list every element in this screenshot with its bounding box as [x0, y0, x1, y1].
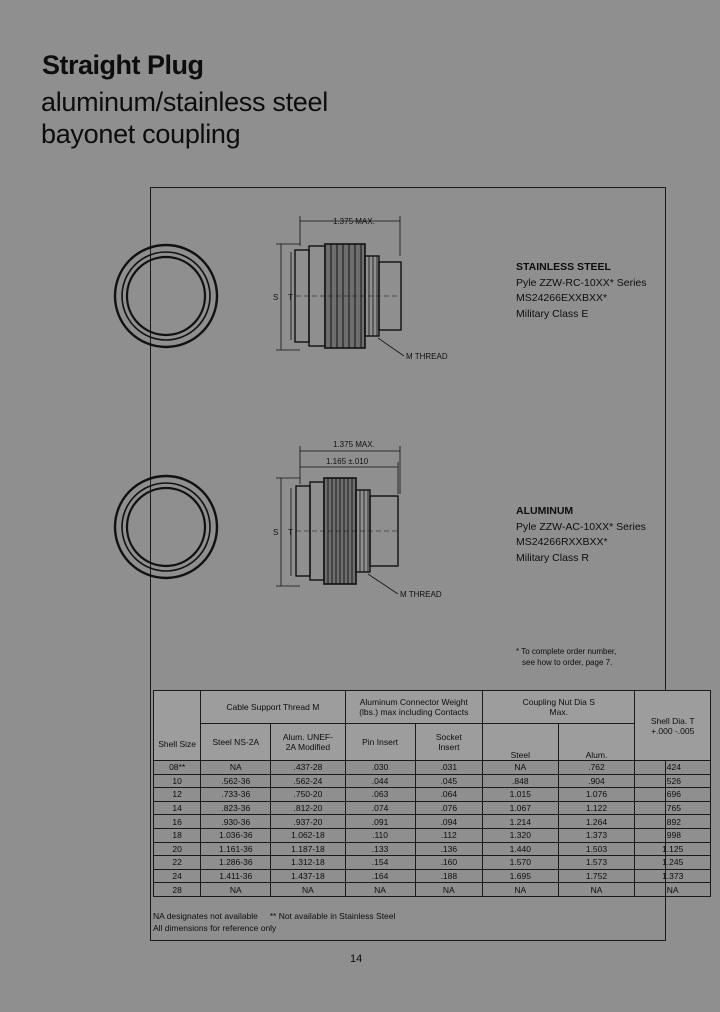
table-cell: 1.264 [558, 815, 635, 829]
caption-heading: ALUMINUM [516, 505, 574, 517]
table-cell: 22 [154, 856, 201, 870]
caption-part-number: MS24266EXXBXX* [516, 292, 608, 304]
table-cell: .998 [635, 828, 711, 842]
front-view-middle-ring [122, 252, 210, 340]
table-cell: NA [345, 883, 415, 897]
table-cell: .848 [483, 774, 559, 788]
table-cell: .930-36 [201, 815, 271, 829]
table-cell: 1.312-18 [271, 856, 345, 870]
table-cell: .437-28 [271, 761, 345, 775]
overall-length-dimension: 1.375 MAX. [333, 440, 375, 449]
table-cell: 1.214 [483, 815, 559, 829]
table-cell: .823-36 [201, 801, 271, 815]
front-view-inner-ring [127, 257, 205, 335]
stainless-steel-drawing [115, 216, 404, 356]
table-cell: .424 [635, 761, 711, 775]
side-view-front-shell [379, 262, 401, 330]
table-cell: NA [483, 761, 559, 775]
table-cell: 1.036-36 [201, 828, 271, 842]
table-cell: .030 [345, 761, 415, 775]
table-cell: 14 [154, 801, 201, 815]
table-row [154, 856, 711, 870]
group-shell-dia: Shell Dia. T +.000 -.005 [635, 691, 711, 761]
order-note-line1: * To complete order number, [516, 647, 617, 656]
table-cell: NA [415, 883, 482, 897]
table-cell: 1.187-18 [271, 842, 345, 856]
aluminum-drawing [115, 446, 400, 594]
caption-series: Pyle ZZW-AC-10XX* Series [516, 520, 646, 533]
table-cell: 1.373 [635, 869, 711, 883]
table-cell: .562-36 [201, 774, 271, 788]
table-cell: .063 [345, 788, 415, 802]
group-cable-support: Cable Support Thread M [201, 691, 345, 724]
col-alum-dia: Alum. [558, 724, 635, 761]
table-cell: .112 [415, 828, 482, 842]
caption-class: Military Class R [516, 551, 589, 564]
table-cell: .074 [345, 801, 415, 815]
table-cell: 1.411-36 [201, 869, 271, 883]
table-cell: 10 [154, 774, 201, 788]
table-cell: 20 [154, 842, 201, 856]
table-row [154, 801, 711, 815]
coupling-nut-diameter-label: S [273, 293, 279, 302]
table-cell: .091 [345, 815, 415, 829]
table-cell: .045 [415, 774, 482, 788]
table-cell: 1.573 [558, 856, 635, 870]
table-cell: 1.125 [635, 842, 711, 856]
table-cell: 1.015 [483, 788, 559, 802]
table-cell: .031 [415, 761, 482, 775]
table-row [154, 828, 711, 842]
table-cell: 1.570 [483, 856, 559, 870]
table-cell: 1.122 [558, 801, 635, 815]
table-row [154, 774, 711, 788]
page-title: Straight Plug [42, 50, 204, 80]
table-row [154, 883, 711, 897]
table-cell: 1.437-18 [271, 869, 345, 883]
table-cell: NA [635, 883, 711, 897]
front-view-inner-ring [127, 488, 205, 566]
table-cell: .526 [635, 774, 711, 788]
front-view-middle-ring [122, 483, 210, 571]
table-cell: .892 [635, 815, 711, 829]
table-cell: 28 [154, 883, 201, 897]
table-row [154, 761, 711, 775]
thread-callout: M THREAD [400, 590, 442, 599]
col-pin-insert: Pin Insert [345, 724, 415, 761]
col-shell-size: Shell Size [154, 691, 201, 761]
table-row [154, 788, 711, 802]
table-cell: .094 [415, 815, 482, 829]
order-note [516, 646, 616, 668]
table-cell: NA [201, 883, 271, 897]
caption-heading: STAINLESS STEEL [516, 261, 611, 273]
group-coupling-nut: Coupling Nut Dia S Max. [483, 691, 635, 724]
shell-diameter-label: T [288, 293, 293, 302]
caption-series: Pyle ZZW-RC-10XX* Series [516, 276, 647, 289]
table-cell: .064 [415, 788, 482, 802]
shell-diameter-label: T [288, 528, 293, 537]
table-cell: 16 [154, 815, 201, 829]
page-subtitle-line2: bayonet coupling [41, 119, 241, 149]
table-cell: NA [271, 883, 345, 897]
table-cell: 1.320 [483, 828, 559, 842]
table-cell: NA [558, 883, 635, 897]
table-row [154, 869, 711, 883]
table-cell: .154 [345, 856, 415, 870]
caption-class: Military Class E [516, 307, 589, 320]
col-alum-unef: Alum. UNEF-2A Modified [271, 724, 345, 761]
footnote-line1: NA designates not available ** Not available in Stainless Steel [153, 911, 396, 921]
table-cell: 1.503 [558, 842, 635, 856]
col-socket-insert: Socket Insert [415, 724, 482, 761]
table-cell: NA [201, 761, 271, 775]
overall-length-dimension: 1.375 MAX. [333, 217, 375, 226]
table-cell: 24 [154, 869, 201, 883]
order-note-line2: see how to order, page 7. [522, 658, 613, 667]
table-cell: .937-20 [271, 815, 345, 829]
table-cell: 1.373 [558, 828, 635, 842]
table-cell: 1.695 [483, 869, 559, 883]
table-cell: .812-20 [271, 801, 345, 815]
table-cell: 18 [154, 828, 201, 842]
front-view-outer-ring [115, 476, 217, 578]
page-subtitle-line1: aluminum/stainless steel [41, 87, 328, 117]
table-cell: 1.286-36 [201, 856, 271, 870]
table-cell: .136 [415, 842, 482, 856]
table-cell: 1.062-18 [271, 828, 345, 842]
thread-callout: M THREAD [406, 352, 448, 361]
table-row [154, 842, 711, 856]
table-cell: 1.076 [558, 788, 635, 802]
table-footnotes [153, 910, 395, 934]
table-cell: .160 [415, 856, 482, 870]
table-cell: 1.067 [483, 801, 559, 815]
table-cell: .133 [345, 842, 415, 856]
table-cell: 1.245 [635, 856, 711, 870]
table-cell: .750-20 [271, 788, 345, 802]
group-weight: Aluminum Connector Weight (lbs.) max including Contacts [345, 691, 483, 724]
stainless-steel-caption [516, 260, 647, 322]
table-cell: 1.161-36 [201, 842, 271, 856]
table-cell: .904 [558, 774, 635, 788]
table-cell: 12 [154, 788, 201, 802]
front-view-outer-ring [115, 245, 217, 347]
table-cell: NA [483, 883, 559, 897]
table-cell: .164 [345, 869, 415, 883]
table-cell: .762 [558, 761, 635, 775]
body-length-dimension: 1.165 ±.010 [326, 457, 369, 466]
coupling-nut-diameter-label: S [273, 528, 279, 537]
table-cell: 1.440 [483, 842, 559, 856]
dimension-table [153, 690, 711, 897]
caption-part-number: MS24266RXXBXX* [516, 536, 608, 548]
table-row [154, 815, 711, 829]
table-cell: .696 [635, 788, 711, 802]
table-cell: .076 [415, 801, 482, 815]
col-steel-dia: Steel [483, 724, 559, 761]
table-cell: .044 [345, 774, 415, 788]
table-cell: .188 [415, 869, 482, 883]
col-steel-ns: Steel NS-2A [201, 724, 271, 761]
table-cell: 1.752 [558, 869, 635, 883]
table-cell: 08** [154, 761, 201, 775]
page-number: 14 [350, 953, 363, 965]
table-cell: .733-36 [201, 788, 271, 802]
footnote-line2: All dimensions for reference only [153, 923, 277, 933]
table-cell: .562-24 [271, 774, 345, 788]
table-cell: .110 [345, 828, 415, 842]
aluminum-caption [516, 504, 646, 566]
table-cell: .765 [635, 801, 711, 815]
